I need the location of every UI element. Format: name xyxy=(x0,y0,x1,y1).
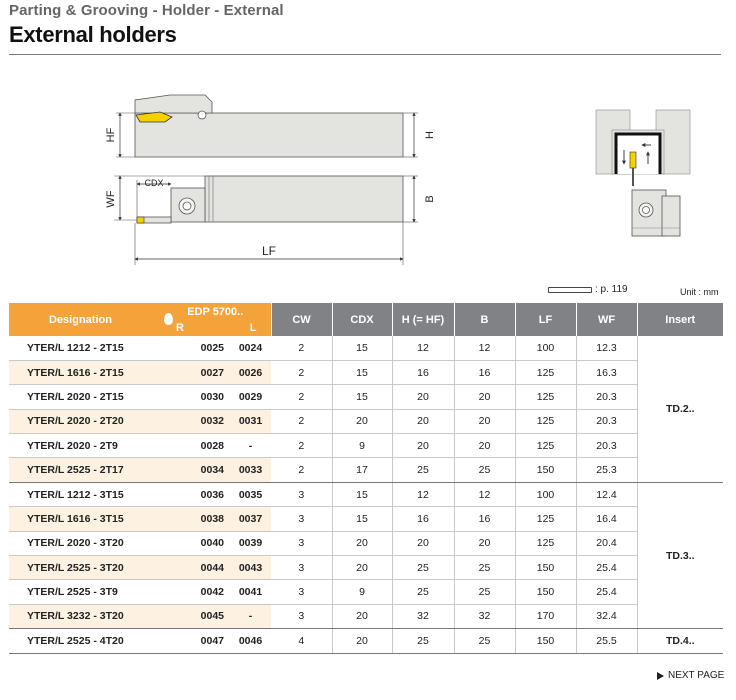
lf-label: LF xyxy=(261,244,277,258)
designation-cell: YTER/L 1616 - 2T15 xyxy=(9,360,160,384)
holder-top-view xyxy=(105,176,436,265)
col-b: B xyxy=(454,303,515,336)
cw-cell: 2 xyxy=(271,434,332,458)
designation-cell: YTER/L 2020 - 2T20 xyxy=(9,409,160,433)
designation-cell: YTER/L 2020 - 3T20 xyxy=(9,531,160,555)
insert-cell: TD.4.. xyxy=(637,629,723,653)
edp-r-cell: 0045 xyxy=(160,604,230,628)
col-wf: WF xyxy=(576,303,637,336)
h-cell: 16 xyxy=(392,360,454,384)
edp-r-cell: 0044 xyxy=(160,556,230,580)
designation-cell: YTER/L 2020 - 2T15 xyxy=(9,385,160,409)
cw-cell: 2 xyxy=(271,360,332,384)
page-reference xyxy=(548,284,628,295)
cdx-cell: 20 xyxy=(332,409,392,433)
edp-r-cell: 0040 xyxy=(160,531,230,555)
edp-l-cell: 0026 xyxy=(230,360,271,384)
b-cell: 16 xyxy=(454,507,515,531)
cw-cell: 3 xyxy=(271,580,332,604)
wf-cell: 25.3 xyxy=(576,458,637,482)
designation-cell: YTER/L 1616 - 3T15 xyxy=(9,507,160,531)
designation-cell: YTER/L 2020 - 2T9 xyxy=(9,434,160,458)
designation-cell: YTER/L 2525 - 3T9 xyxy=(9,580,160,604)
table-row xyxy=(9,409,723,433)
edp-r-cell: 0025 xyxy=(160,336,230,360)
cdx-cell: 15 xyxy=(332,482,392,506)
technical-drawing xyxy=(0,60,736,270)
b-cell: 25 xyxy=(454,556,515,580)
b-cell: 20 xyxy=(454,434,515,458)
h-label: H xyxy=(424,131,436,139)
cdx-cell: 15 xyxy=(332,385,392,409)
cdx-cell: 9 xyxy=(332,580,392,604)
next-page-link[interactable] xyxy=(657,670,724,681)
table-row xyxy=(9,336,723,360)
cw-cell: 4 xyxy=(271,629,332,653)
cw-cell: 3 xyxy=(271,556,332,580)
page-title: External holders xyxy=(9,22,177,47)
designation-cell: YTER/L 2525 - 4T20 xyxy=(9,629,160,653)
designation-cell: YTER/L 1212 - 2T15 xyxy=(9,336,160,360)
wf-cell: 12.4 xyxy=(576,482,637,506)
edp-r-cell: 0032 xyxy=(160,409,230,433)
lf-cell: 150 xyxy=(515,458,576,482)
lf-cell: 150 xyxy=(515,629,576,653)
lf-cell: 125 xyxy=(515,507,576,531)
lf-cell: 125 xyxy=(515,531,576,555)
h-cell: 16 xyxy=(392,507,454,531)
designation-cell: YTER/L 2525 - 2T17 xyxy=(9,458,160,482)
table-row xyxy=(9,360,723,384)
wf-cell: 32.4 xyxy=(576,604,637,628)
b-cell: 25 xyxy=(454,458,515,482)
title-divider xyxy=(9,54,721,55)
cw-cell: 3 xyxy=(271,531,332,555)
b-cell: 25 xyxy=(454,629,515,653)
application-schematic xyxy=(596,110,690,236)
holder-side-view xyxy=(105,95,436,157)
edp-l-cell: - xyxy=(230,604,271,628)
insert-cell: TD.3.. xyxy=(637,482,723,628)
col-h: H (= HF) xyxy=(392,303,454,336)
cdx-cell: 20 xyxy=(332,556,392,580)
edp-label: EDP 5700.. xyxy=(187,306,244,318)
edp-r-cell: 0030 xyxy=(160,385,230,409)
table-row xyxy=(9,629,723,653)
lf-cell: 125 xyxy=(515,409,576,433)
edp-r-cell: 0028 xyxy=(160,434,230,458)
designation-cell: YTER/L 3232 - 3T20 xyxy=(9,604,160,628)
edp-l-cell: 0035 xyxy=(230,482,271,506)
page-subtitle: Parting & Grooving - Holder - External xyxy=(9,2,284,19)
edp-l-cell: 0024 xyxy=(230,336,271,360)
edp-l-cell: 0037 xyxy=(230,507,271,531)
cw-cell: 3 xyxy=(271,507,332,531)
cdx-cell: 20 xyxy=(332,531,392,555)
edp-l-cell: 0046 xyxy=(230,629,271,653)
h-cell: 25 xyxy=(392,629,454,653)
cdx-label: CDX xyxy=(144,178,164,188)
play-arrow-icon xyxy=(657,672,664,680)
table-row xyxy=(9,604,723,628)
lf-cell: 170 xyxy=(515,604,576,628)
wf-cell: 12.3 xyxy=(576,336,637,360)
edp-l-cell: 0043 xyxy=(230,556,271,580)
h-cell: 25 xyxy=(392,556,454,580)
edp-l-label: L xyxy=(249,322,257,334)
wf-cell: 25.5 xyxy=(576,629,637,653)
wf-label: WF xyxy=(105,190,117,208)
designation-cell: YTER/L 2525 - 3T20 xyxy=(9,556,160,580)
edp-r-cell: 0042 xyxy=(160,580,230,604)
col-edp xyxy=(160,303,271,336)
table-row xyxy=(9,434,723,458)
next-page-label: NEXT PAGE xyxy=(668,670,725,681)
table-row xyxy=(9,556,723,580)
h-cell: 12 xyxy=(392,336,454,360)
table-row xyxy=(9,385,723,409)
cw-cell: 2 xyxy=(271,458,332,482)
cdx-cell: 15 xyxy=(332,360,392,384)
table-row xyxy=(9,507,723,531)
b-label: B xyxy=(424,195,436,203)
edp-l-cell: 0041 xyxy=(230,580,271,604)
col-insert: Insert xyxy=(637,303,723,336)
edp-r-cell: 0034 xyxy=(160,458,230,482)
table-body xyxy=(9,336,723,653)
wf-cell: 25.4 xyxy=(576,580,637,604)
lf-cell: 150 xyxy=(515,580,576,604)
b-cell: 20 xyxy=(454,531,515,555)
lf-cell: 150 xyxy=(515,556,576,580)
table-row xyxy=(9,482,723,506)
wf-cell: 16.4 xyxy=(576,507,637,531)
b-cell: 32 xyxy=(454,604,515,628)
unit-label: Unit : mm xyxy=(680,287,719,297)
col-cw: CW xyxy=(271,303,332,336)
wf-cell: 20.3 xyxy=(576,385,637,409)
cw-cell: 2 xyxy=(271,385,332,409)
lf-cell: 100 xyxy=(515,482,576,506)
edp-l-cell: 0029 xyxy=(230,385,271,409)
h-cell: 20 xyxy=(392,434,454,458)
b-cell: 12 xyxy=(454,336,515,360)
cw-cell: 3 xyxy=(271,604,332,628)
lf-cell: 125 xyxy=(515,434,576,458)
edp-r-cell: 0038 xyxy=(160,507,230,531)
b-cell: 16 xyxy=(454,360,515,384)
wf-cell: 20.4 xyxy=(576,531,637,555)
col-designation: Designation xyxy=(9,303,160,336)
edp-l-cell: 0033 xyxy=(230,458,271,482)
cdx-cell: 15 xyxy=(332,336,392,360)
wf-cell: 20.3 xyxy=(576,434,637,458)
wf-cell: 20.3 xyxy=(576,409,637,433)
edp-r-cell: 0036 xyxy=(160,482,230,506)
h-cell: 20 xyxy=(392,531,454,555)
h-cell: 20 xyxy=(392,409,454,433)
col-lf: LF xyxy=(515,303,576,336)
lf-cell: 125 xyxy=(515,360,576,384)
edp-l-cell: - xyxy=(230,434,271,458)
cw-cell: 3 xyxy=(271,482,332,506)
cdx-cell: 20 xyxy=(332,629,392,653)
cdx-cell: 17 xyxy=(332,458,392,482)
h-cell: 25 xyxy=(392,580,454,604)
table-row xyxy=(9,580,723,604)
cw-cell: 2 xyxy=(271,336,332,360)
table-header-row xyxy=(9,303,723,336)
edp-l-cell: 0039 xyxy=(230,531,271,555)
h-cell: 25 xyxy=(392,458,454,482)
edp-r-cell: 0047 xyxy=(160,629,230,653)
b-cell: 25 xyxy=(454,580,515,604)
page-reference-text: : p. 119 xyxy=(595,284,628,295)
lf-cell: 125 xyxy=(515,385,576,409)
edp-r-label: R xyxy=(176,322,184,334)
hf-label: HF xyxy=(105,127,117,143)
table-row xyxy=(9,458,723,482)
col-cdx: CDX xyxy=(332,303,392,336)
cdx-cell: 15 xyxy=(332,507,392,531)
h-cell: 20 xyxy=(392,385,454,409)
b-cell: 20 xyxy=(454,385,515,409)
holders-table xyxy=(9,303,723,654)
insert-shape-icon xyxy=(548,287,592,293)
h-cell: 32 xyxy=(392,604,454,628)
lf-cell: 100 xyxy=(515,336,576,360)
wf-cell: 16.3 xyxy=(576,360,637,384)
table-row xyxy=(9,531,723,555)
cdx-cell: 9 xyxy=(332,434,392,458)
edp-r-cell: 0027 xyxy=(160,360,230,384)
wf-cell: 25.4 xyxy=(576,556,637,580)
cw-cell: 2 xyxy=(271,409,332,433)
designation-cell: YTER/L 1212 - 3T15 xyxy=(9,482,160,506)
b-cell: 20 xyxy=(454,409,515,433)
edp-l-cell: 0031 xyxy=(230,409,271,433)
h-cell: 12 xyxy=(392,482,454,506)
insert-cell: TD.2.. xyxy=(637,336,723,482)
cdx-cell: 20 xyxy=(332,604,392,628)
b-cell: 12 xyxy=(454,482,515,506)
